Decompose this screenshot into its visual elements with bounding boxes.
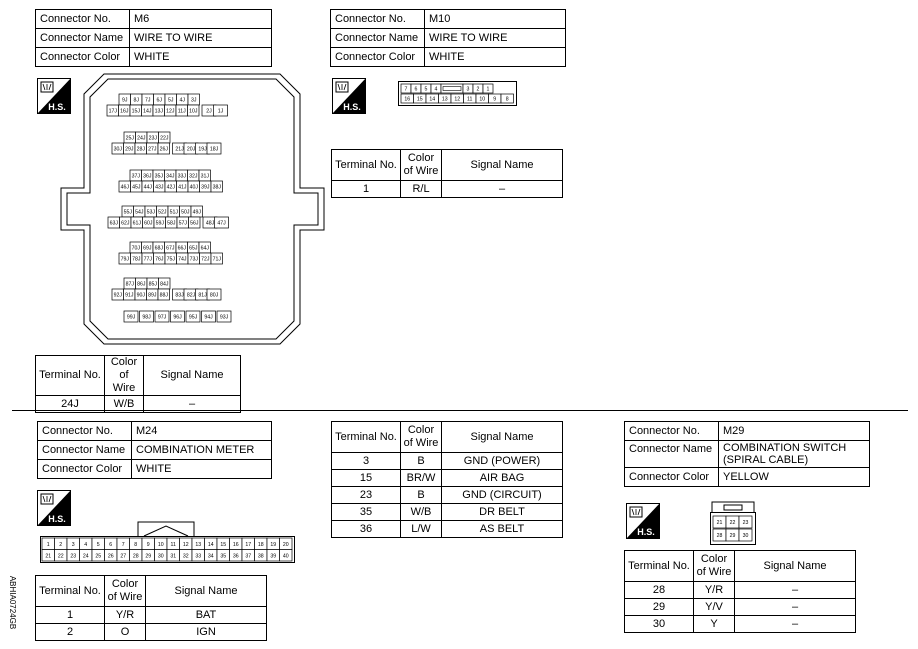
- wire-cell: Y/V: [694, 599, 735, 616]
- m29-terminal-table: [624, 550, 856, 633]
- pin-label: 21: [716, 520, 723, 527]
- table-row: [332, 453, 563, 470]
- pin-label: 1: [486, 86, 490, 93]
- m10-connector-name: WIRE TO WIRE: [425, 29, 566, 48]
- pin-label: 30: [742, 533, 749, 540]
- pin-label: 22: [729, 520, 736, 527]
- pin-label: 79J: [120, 256, 129, 263]
- m6-connector-info: [35, 9, 272, 67]
- hs-label: H.S.: [637, 527, 655, 537]
- pin-label: 49J: [192, 209, 201, 216]
- pin-label: 18J: [209, 146, 219, 153]
- pin-label: 5: [424, 86, 428, 93]
- pin-label: 22: [57, 553, 64, 560]
- pin-label: 93J: [219, 314, 229, 321]
- pin-label: 69J: [143, 245, 152, 252]
- signal-name-header: Signal Name: [442, 150, 563, 181]
- pin-label: 4: [434, 86, 438, 93]
- pin-label: 9: [493, 96, 497, 103]
- pin-label: 19: [270, 541, 277, 548]
- hs-label: H.S.: [343, 102, 361, 112]
- table-row: [36, 624, 267, 641]
- pin-label: 60J: [144, 220, 153, 227]
- terminal-cell: 1: [36, 607, 105, 624]
- pin-label: 14J: [143, 108, 152, 115]
- label: Connector Name: [36, 29, 130, 48]
- pin-label: 29: [145, 553, 152, 560]
- pin-label: 86J: [137, 281, 146, 288]
- pin-label: 90J: [136, 292, 145, 299]
- terminal-no-header: Terminal No.: [36, 576, 105, 607]
- pin-label: 81J: [198, 292, 207, 299]
- pin-label: 54J: [135, 209, 144, 216]
- pin-label: 35: [220, 553, 227, 560]
- pin-label: 13: [441, 96, 448, 103]
- pin-label: 26: [107, 553, 114, 560]
- pin-label: 96J: [173, 314, 182, 321]
- m6-pin-grid: [107, 94, 231, 322]
- pin-label: 55J: [123, 209, 132, 216]
- m29-pin-grid: [713, 516, 752, 541]
- pin-label: 23: [742, 520, 749, 527]
- pin-label: 43J: [155, 184, 164, 191]
- pin-label: 52J: [158, 209, 167, 216]
- signal-cell: BAT: [146, 607, 267, 624]
- terminal-cell: 30: [625, 616, 694, 633]
- pin-label: 10: [479, 96, 486, 103]
- pin-label: 83J: [175, 292, 184, 299]
- pin-label: 70J: [131, 245, 140, 252]
- label: Connector No.: [38, 422, 132, 441]
- label: Connector Color: [38, 460, 132, 479]
- wire-color-header: Color of Wire: [401, 150, 442, 181]
- pin-label: 38J: [212, 184, 221, 191]
- pin-label: 98J: [142, 314, 151, 321]
- terminal-cell: 2: [36, 624, 105, 641]
- m29-connector-info: [624, 421, 870, 487]
- pin-label: 24J: [137, 135, 146, 142]
- signal-name-header: Signal Name: [442, 422, 563, 453]
- pin-label: 10: [157, 541, 164, 548]
- pin-label: 75J: [166, 256, 175, 263]
- m6-connector-color: WHITE: [130, 48, 272, 67]
- signal-cell: AS BELT: [442, 521, 563, 538]
- section-divider: [12, 410, 908, 411]
- pin-label: 48J: [205, 220, 215, 227]
- label: Connector Name: [625, 441, 719, 468]
- pin-label: 61J: [132, 220, 141, 227]
- pin-label: 20: [282, 541, 289, 548]
- pin-label: 33: [195, 553, 202, 560]
- m24-terminal-table-continued: [331, 421, 563, 538]
- pin-label: 12J: [166, 108, 175, 115]
- pin-label: 73J: [189, 256, 198, 263]
- pin-label: 85J: [148, 281, 157, 288]
- terminal-no-header: Terminal No.: [36, 356, 105, 396]
- pin-label: 65J: [189, 245, 198, 252]
- terminal-cell: 24J: [36, 396, 105, 413]
- m24-connector-face: [40, 520, 296, 564]
- pin-label: 46J: [120, 184, 129, 191]
- pin-label: 94J: [204, 314, 213, 321]
- hs-label: H.S.: [48, 102, 66, 112]
- pin-label: 40: [282, 553, 289, 560]
- pin-label: 67J: [166, 245, 175, 252]
- pin-label: 8: [134, 541, 138, 548]
- wire-color-header: Color of Wire: [105, 576, 146, 607]
- table-row: [332, 487, 563, 504]
- terminal-cell: 15: [332, 470, 401, 487]
- pin-label: 51J: [169, 209, 178, 216]
- pin-label: 1: [46, 541, 50, 548]
- m10-connector-info: [330, 9, 566, 67]
- terminal-cell: 28: [625, 582, 694, 599]
- pin-label: 9: [146, 541, 150, 548]
- m24-pin-grid: [42, 538, 292, 561]
- hs-icon: [626, 503, 660, 539]
- pin-label: 12: [182, 541, 189, 548]
- pin-label: 84J: [160, 281, 169, 288]
- pin-label: 14: [429, 96, 436, 103]
- signal-cell: –: [442, 181, 563, 198]
- signal-name-header: Signal Name: [144, 356, 241, 396]
- wire-cell: L/W: [401, 521, 442, 538]
- pin-label: 33J: [177, 173, 186, 180]
- signal-cell: –: [735, 599, 856, 616]
- signal-cell: AIR BAG: [442, 470, 563, 487]
- pin-label: 50J: [181, 209, 190, 216]
- pin-label: 92J: [113, 292, 122, 299]
- pin-label: 89J: [148, 292, 157, 299]
- pin-label: 25: [95, 553, 102, 560]
- pin-label: 24: [82, 553, 89, 560]
- pin-label: 8J: [133, 97, 139, 104]
- pin-label: 2: [59, 541, 63, 548]
- pin-label: 78J: [132, 256, 141, 263]
- m24-connector-color: WHITE: [132, 460, 272, 479]
- label: Connector Name: [38, 441, 132, 460]
- pin-label: 21: [45, 553, 52, 560]
- terminal-no-header: Terminal No.: [625, 551, 694, 582]
- terminal-cell: 35: [332, 504, 401, 521]
- pin-label: 28J: [136, 146, 145, 153]
- pin-label: 31: [170, 553, 177, 560]
- table-row: [625, 616, 856, 633]
- pin-label: 7J: [145, 97, 151, 104]
- m24-connector-name: COMBINATION METER: [132, 441, 272, 460]
- pin-label: 80J: [209, 292, 219, 299]
- pin-label: 10J: [189, 108, 198, 115]
- m6-connector-no: M6: [130, 10, 272, 29]
- pin-label: 11: [170, 541, 176, 548]
- pin-label: 28: [132, 553, 139, 560]
- pin-label: 12: [454, 96, 461, 103]
- pin-label: 44J: [143, 184, 152, 191]
- signal-cell: GND (POWER): [442, 453, 563, 470]
- pin-label: 9J: [122, 97, 128, 104]
- m29-connector-no: M29: [719, 422, 870, 441]
- pin-label: 4J: [179, 97, 185, 104]
- m10-connector-face: [398, 81, 518, 107]
- pin-label: 97J: [157, 314, 167, 321]
- pin-label: 87J: [125, 281, 134, 288]
- m10-connector-color: WHITE: [425, 48, 566, 67]
- pin-label: 29J: [125, 146, 134, 153]
- pin-label: 53J: [146, 209, 155, 216]
- pin-label: 91J: [125, 292, 134, 299]
- pin-label: 58J: [167, 220, 176, 227]
- pin-label: 42J: [166, 184, 175, 191]
- pin-label: 2J: [206, 108, 212, 115]
- terminal-cell: 1: [332, 181, 401, 198]
- pin-label: 15: [220, 541, 227, 548]
- pin-label: 31J: [200, 173, 209, 180]
- pin-label: 64J: [200, 245, 209, 252]
- pin-label: 28: [716, 533, 723, 540]
- signal-cell: IGN: [146, 624, 267, 641]
- m29-connector-color: YELLOW: [719, 468, 870, 487]
- wire-color-header: Color of Wire: [694, 551, 735, 582]
- table-row: [332, 470, 563, 487]
- pin-label: 27: [120, 553, 127, 560]
- wire-cell: B: [401, 487, 442, 504]
- pin-label: 17: [245, 541, 252, 548]
- hs-label: H.S.: [48, 514, 66, 524]
- pin-label: 27J: [148, 146, 157, 153]
- pin-label: 41J: [178, 184, 187, 191]
- m29-connector-name: COMBINATION SWITCH (SPIRAL CABLE): [719, 441, 870, 468]
- pin-label: 99J: [126, 314, 136, 321]
- pin-label: 11: [467, 96, 473, 103]
- m6-terminal-table: [35, 355, 241, 413]
- pin-label: 19J: [198, 146, 207, 153]
- label: Connector Color: [331, 48, 425, 67]
- label: Connector Name: [331, 29, 425, 48]
- pin-label: 57J: [178, 220, 187, 227]
- pin-label: 17J: [108, 108, 117, 115]
- signal-name-header: Signal Name: [146, 576, 267, 607]
- pin-label: 82J: [186, 292, 196, 299]
- table-row: [625, 599, 856, 616]
- pin-label: 13J: [154, 108, 163, 115]
- wire-cell: Y: [694, 616, 735, 633]
- pin-label: 47J: [217, 220, 226, 227]
- pin-label: 76J: [155, 256, 164, 263]
- label: Connector No.: [625, 422, 719, 441]
- pin-label: 34: [207, 553, 214, 560]
- pin-label: 4: [84, 541, 88, 548]
- terminal-cell: 36: [332, 521, 401, 538]
- pin-label: 21J: [175, 146, 184, 153]
- label: Connector No.: [36, 10, 130, 29]
- hs-icon: [332, 78, 366, 114]
- pin-label: 88J: [159, 292, 168, 299]
- wire-cell: Y/R: [694, 582, 735, 599]
- pin-label: 37: [245, 553, 252, 560]
- pin-label: 39J: [201, 184, 210, 191]
- label: Connector No.: [331, 10, 425, 29]
- m24-connector-info: [37, 421, 272, 479]
- signal-cell: GND (CIRCUIT): [442, 487, 563, 504]
- wire-cell: O: [105, 624, 146, 641]
- pin-label: 62J: [121, 220, 130, 227]
- pin-label: 25J: [125, 135, 134, 142]
- pin-label: 1J: [217, 108, 224, 115]
- wire-cell: Y/R: [105, 607, 146, 624]
- table-row: [332, 181, 563, 198]
- terminal-cell: 3: [332, 453, 401, 470]
- pin-label: 15J: [131, 108, 140, 115]
- table-row: [625, 582, 856, 599]
- pin-label: 59J: [155, 220, 164, 227]
- wire-cell: W/B: [401, 504, 442, 521]
- pin-label: 66J: [177, 245, 186, 252]
- table-row: [332, 504, 563, 521]
- terminal-no-header: Terminal No.: [332, 150, 401, 181]
- pin-label: 3J: [191, 97, 197, 104]
- terminal-no-header: Terminal No.: [332, 422, 401, 453]
- pin-label: 6J: [156, 97, 162, 104]
- pin-label: 32J: [189, 173, 198, 180]
- wire-color-header: Color of Wire: [105, 356, 144, 396]
- pin-label: 35J: [154, 173, 163, 180]
- pin-label: 36: [232, 553, 239, 560]
- terminal-cell: 23: [332, 487, 401, 504]
- wire-cell: BR/W: [401, 470, 442, 487]
- label: Connector Color: [625, 468, 719, 487]
- pin-label: 16: [404, 96, 411, 103]
- pin-cell: [441, 84, 463, 93]
- signal-name-header: Signal Name: [735, 551, 856, 582]
- m24-terminal-table: [35, 575, 267, 641]
- m10-connector-no: M10: [425, 10, 566, 29]
- terminal-cell: 29: [625, 599, 694, 616]
- pin-label: 3: [466, 86, 470, 93]
- pin-label: 3: [71, 541, 75, 548]
- pin-label: 5J: [168, 97, 174, 104]
- signal-cell: –: [735, 616, 856, 633]
- pin-label: 63J: [109, 220, 118, 227]
- pin-label: 5: [96, 541, 100, 548]
- pin-label: 45J: [132, 184, 141, 191]
- pin-label: 16: [232, 541, 239, 548]
- pin-label: 15: [416, 96, 423, 103]
- table-row: [36, 607, 267, 624]
- m6-connector-name: WIRE TO WIRE: [130, 29, 272, 48]
- m24-connector-no: M24: [132, 422, 272, 441]
- pin-label: 11J: [177, 108, 186, 115]
- wire-color-header: Color of Wire: [401, 422, 442, 453]
- wire-cell: R/L: [401, 181, 442, 198]
- pin-label: 56J: [190, 220, 199, 227]
- pin-label: 39: [270, 553, 277, 560]
- m29-connector-face: [710, 500, 758, 546]
- pin-label: 14: [207, 541, 214, 548]
- m10-terminal-table: [331, 149, 563, 198]
- m6-connector-face: [52, 72, 332, 348]
- pin-label: 2: [476, 86, 480, 93]
- pin-label: 38: [257, 553, 264, 560]
- pin-label: 30: [157, 553, 164, 560]
- signal-cell: –: [144, 396, 241, 413]
- signal-cell: DR BELT: [442, 504, 563, 521]
- pin-label: 40J: [189, 184, 198, 191]
- pin-label: 7: [121, 541, 125, 548]
- pin-label: 71J: [212, 256, 221, 263]
- pin-label: 34J: [166, 173, 175, 180]
- pin-label: 13: [195, 541, 202, 548]
- signal-cell: –: [735, 582, 856, 599]
- pin-label: 36J: [143, 173, 152, 180]
- pin-label: 72J: [201, 256, 210, 263]
- pin-label: 68J: [154, 245, 163, 252]
- pin-label: 30J: [113, 146, 122, 153]
- pin-label: 23J: [148, 135, 157, 142]
- wire-cell: W/B: [105, 396, 144, 413]
- table-row: [332, 521, 563, 538]
- m10-pin-grid: [401, 84, 514, 103]
- label: Connector Color: [36, 48, 130, 67]
- pin-label: 22J: [160, 135, 169, 142]
- pin-label: 37J: [131, 173, 140, 180]
- pin-label: 7: [404, 86, 408, 93]
- figure-code: ABHIA0724GB: [8, 575, 18, 630]
- pin-label: 16J: [120, 108, 129, 115]
- pin-label: 74J: [178, 256, 187, 263]
- pin-label: 8: [505, 96, 509, 103]
- pin-label: 6: [109, 541, 113, 548]
- pin-label: 23: [70, 553, 77, 560]
- pin-label: 26J: [159, 146, 168, 153]
- wire-cell: B: [401, 453, 442, 470]
- pin-label: 77J: [143, 256, 152, 263]
- pin-label: 18: [257, 541, 264, 548]
- pin-label: 29: [729, 533, 736, 540]
- pin-label: 32: [182, 553, 189, 560]
- pin-label: 20J: [186, 146, 196, 153]
- pin-label: 95J: [188, 314, 198, 321]
- pin-label: 6: [414, 86, 418, 93]
